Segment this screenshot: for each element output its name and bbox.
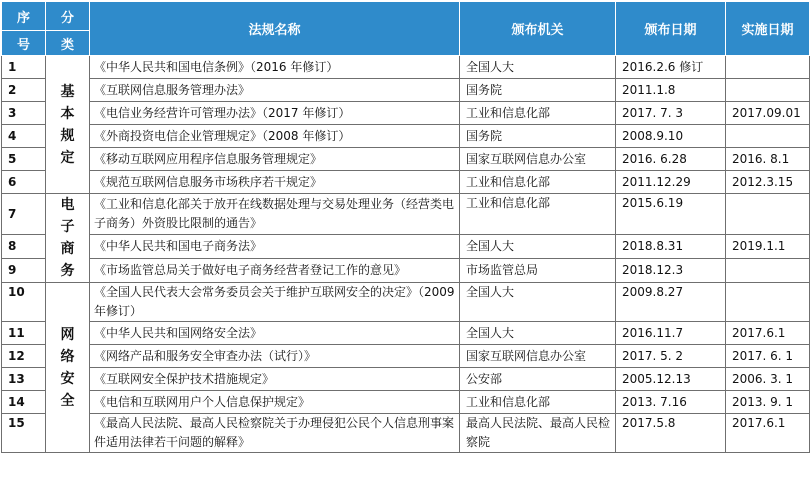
row-no: 3 [2,102,46,125]
issuer: 工业和信息化部 [460,194,616,235]
row-no: 5 [2,148,46,171]
regulation-name: 《最高人民法院、最高人民检察院关于办理侵犯公民个人信息刑事案件适用法律若干问题的解释》 [90,414,460,453]
header-effective-date: 实施日期 [726,2,810,56]
table-row [2,79,810,102]
regulations-table [1,1,810,453]
header-issue-date: 颁布日期 [616,2,726,56]
issuer: 国务院 [460,79,616,102]
issue-date: 2017. 7. 3 [616,102,726,125]
header-issuer: 颁布机关 [460,2,616,56]
issue-date: 2016.11.7 [616,322,726,345]
issue-date: 2013. 7.16 [616,391,726,414]
effective-date: 2017.09.01 [726,102,810,125]
table-row [2,258,810,282]
issuer: 最高人民法院、最高人民检察院 [460,414,616,453]
effective-date: 2006. 3. 1 [726,368,810,391]
row-no: 14 [2,391,46,414]
issuer: 市场监管总局 [460,258,616,282]
effective-date [726,194,810,235]
issue-date: 2011.1.8 [616,79,726,102]
regulation-name: 《规范互联网信息服务市场秩序若干规定》 [90,171,460,194]
row-no: 11 [2,322,46,345]
row-no: 10 [2,283,46,322]
issuer: 工业和信息化部 [460,391,616,414]
category-security: 网 络 安 全 [46,283,90,453]
table-row [2,56,810,79]
issuer: 国务院 [460,125,616,148]
issuer: 全国人大 [460,234,616,258]
effective-date: 2016. 8.1 [726,148,810,171]
effective-date: 2017.6.1 [726,322,810,345]
regulations-table-wrapper [1,1,810,453]
issue-date: 2011.12.29 [616,171,726,194]
effective-date: 2019.1.1 [726,234,810,258]
effective-date [726,125,810,148]
regulation-name: 《全国人民代表大会常务委员会关于维护互联网安全的决定》（2009 年修订） [90,283,460,322]
regulation-name: 《电信和互联网用户个人信息保护规定》 [90,391,460,414]
issuer: 工业和信息化部 [460,102,616,125]
issue-date: 2017.5.8 [616,414,726,453]
table-header [2,2,810,56]
effective-date: 2013. 9. 1 [726,391,810,414]
table-row [2,194,810,235]
row-no: 4 [2,125,46,148]
table-row [2,345,810,368]
row-no: 1 [2,56,46,79]
issue-date: 2018.12.3 [616,258,726,282]
issuer: 国家互联网信息办公室 [460,148,616,171]
issue-date: 2018.8.31 [616,234,726,258]
effective-date: 2017. 6. 1 [726,345,810,368]
table-row [2,171,810,194]
effective-date [726,56,810,79]
issue-date: 2005.12.13 [616,368,726,391]
issuer: 全国人大 [460,283,616,322]
issuer: 国家互联网信息办公室 [460,345,616,368]
effective-date [726,79,810,102]
regulation-name: 《工业和信息化部关于放开在线数据处理与交易处理业务（经营类电子商务）外资股比限制的通告》 [90,194,460,235]
effective-date: 2017.6.1 [726,414,810,453]
row-no: 9 [2,258,46,282]
regulation-name: 《电信业务经营许可管理办法》（2017 年修订） [90,102,460,125]
table-body [2,56,810,453]
regulation-name: 《互联网安全保护技术措施规定》 [90,368,460,391]
row-no: 13 [2,368,46,391]
header-name: 法规名称 [90,2,460,56]
effective-date [726,283,810,322]
issue-date: 2008.9.10 [616,125,726,148]
row-no: 8 [2,234,46,258]
regulation-name: 《网络产品和服务安全审查办法（试行）》 [90,345,460,368]
regulation-name: 《市场监管总局关于做好电子商务经营者登记工作的意见》 [90,258,460,282]
issuer: 全国人大 [460,56,616,79]
regulation-name: 《移动互联网应用程序信息服务管理规定》 [90,148,460,171]
row-no: 15 [2,414,46,453]
table-row [2,125,810,148]
header-category-line1: 分 [46,2,90,31]
effective-date [726,258,810,282]
issuer: 全国人大 [460,322,616,345]
table-row [2,368,810,391]
issue-date: 2015.6.19 [616,194,726,235]
header-no-line2: 号 [2,31,46,56]
table-row [2,102,810,125]
table-row [2,148,810,171]
regulation-name: 《中华人民共和国网络安全法》 [90,322,460,345]
issue-date: 2009.8.27 [616,283,726,322]
effective-date: 2012.3.15 [726,171,810,194]
table-row [2,414,810,453]
issuer: 公安部 [460,368,616,391]
header-no-line1: 序 [2,2,46,31]
regulation-name: 《外商投资电信企业管理规定》（2008 年修订） [90,125,460,148]
table-row [2,322,810,345]
issue-date: 2016.2.6 修订 [616,56,726,79]
row-no: 7 [2,194,46,235]
table-row [2,234,810,258]
table-row [2,391,810,414]
row-no: 2 [2,79,46,102]
regulation-name: 《中华人民共和国电子商务法》 [90,234,460,258]
category-ecommerce: 电 子 商 务 [46,194,90,283]
issue-date: 2016. 6.28 [616,148,726,171]
regulation-name: 《中华人民共和国电信条例》（2016 年修订） [90,56,460,79]
issue-date: 2017. 5. 2 [616,345,726,368]
category-basic: 基 本 规 定 [46,56,90,194]
regulation-name: 《互联网信息服务管理办法》 [90,79,460,102]
row-no: 6 [2,171,46,194]
row-no: 12 [2,345,46,368]
issuer: 工业和信息化部 [460,171,616,194]
table-row [2,283,810,322]
header-category-line2: 类 [46,31,90,56]
